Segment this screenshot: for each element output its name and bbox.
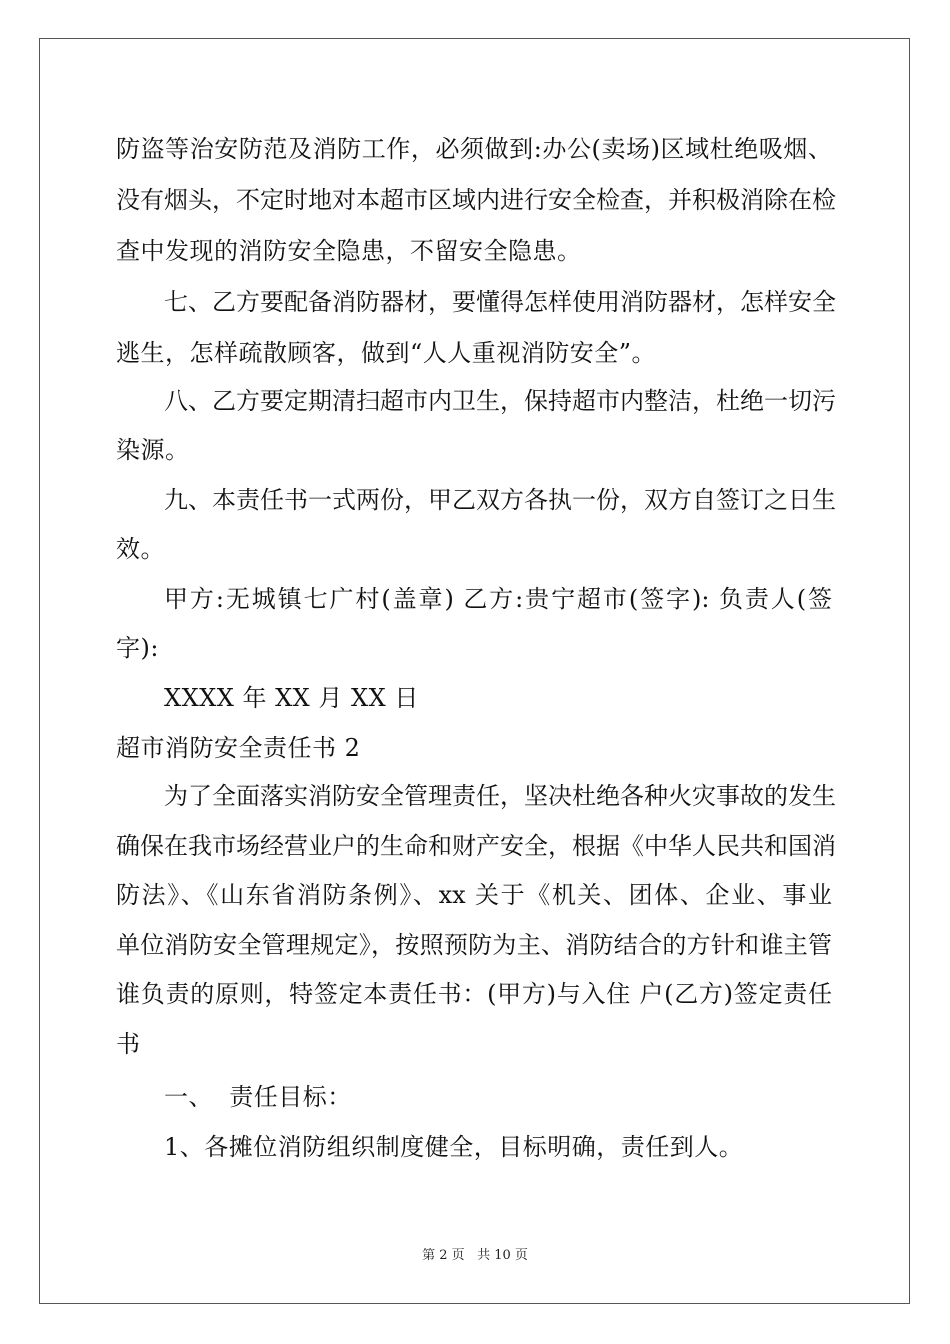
intro-line: 为了全面落实消防安全管理责任，坚决杜绝各种火灾事故的发生 (164, 782, 836, 810)
page-footer (0, 1248, 950, 1264)
body-line: 查中发现的消防安全隐患，不留安全隐患。 (116, 237, 582, 265)
signature-line: 甲方:无城镇七广村(盖章) 乙方:贵宁超市(签字): 负责人(签 (164, 585, 832, 613)
date-line: XXXX 年 XX 月 XX 日 (164, 684, 419, 712)
body-line: 效。 (116, 535, 165, 563)
body-line: 染源。 (116, 436, 190, 464)
body-line: 逃生，怎样疏散顾客，做到“人人重视消防安全”。 (116, 339, 657, 367)
page-border (39, 38, 910, 1304)
clause-seven-line: 七、乙方要配备消防器材，要懂得怎样使用消防器材，怎样安全 (164, 288, 836, 316)
clause-eight-line: 八、乙方要定期清扫超市内卫生，保持超市内整洁，杜绝一切污 (164, 387, 836, 415)
body-line: 确保在我市场经营业户的生命和财产安全，根据《中华人民共和国消 (116, 832, 836, 860)
body-line: 防法》、《山东省消防条例》、xx 关于《机关、团体、企业、事业 (116, 881, 832, 909)
clause-nine-line: 九、本责任书一式两份，甲乙双方各执一份，双方自签订之日生 (164, 486, 836, 514)
heading-responsibility-goal: 一、 责任目标： (164, 1083, 352, 1111)
body-line: 防盗等治安防范及消防工作，必须做到:办公(卖场)区域杜绝吸烟、 (116, 135, 832, 163)
body-line: 没有烟头，不定时地对本超市区域内进行安全检查，并积极消除在检 (116, 186, 836, 214)
list-item: 1、各摊位消防组织制度健全，目标明确，责任到人。 (164, 1133, 744, 1161)
body-line: 字): (116, 634, 159, 662)
section-title: 超市消防安全责任书 2 (116, 734, 361, 762)
body-line: 书 (116, 1030, 141, 1058)
body-line: 谁负责的原则，特签定本责任书：(甲方)与入住 户(乙方)签定责任 (116, 980, 832, 1008)
page-total: 共 10 页 (477, 1248, 528, 1263)
body-line: 单位消防安全管理规定》，按照预防为主、消防结合的方针和谁主管 (116, 931, 832, 959)
page-number: 第 2 页 (422, 1248, 465, 1263)
